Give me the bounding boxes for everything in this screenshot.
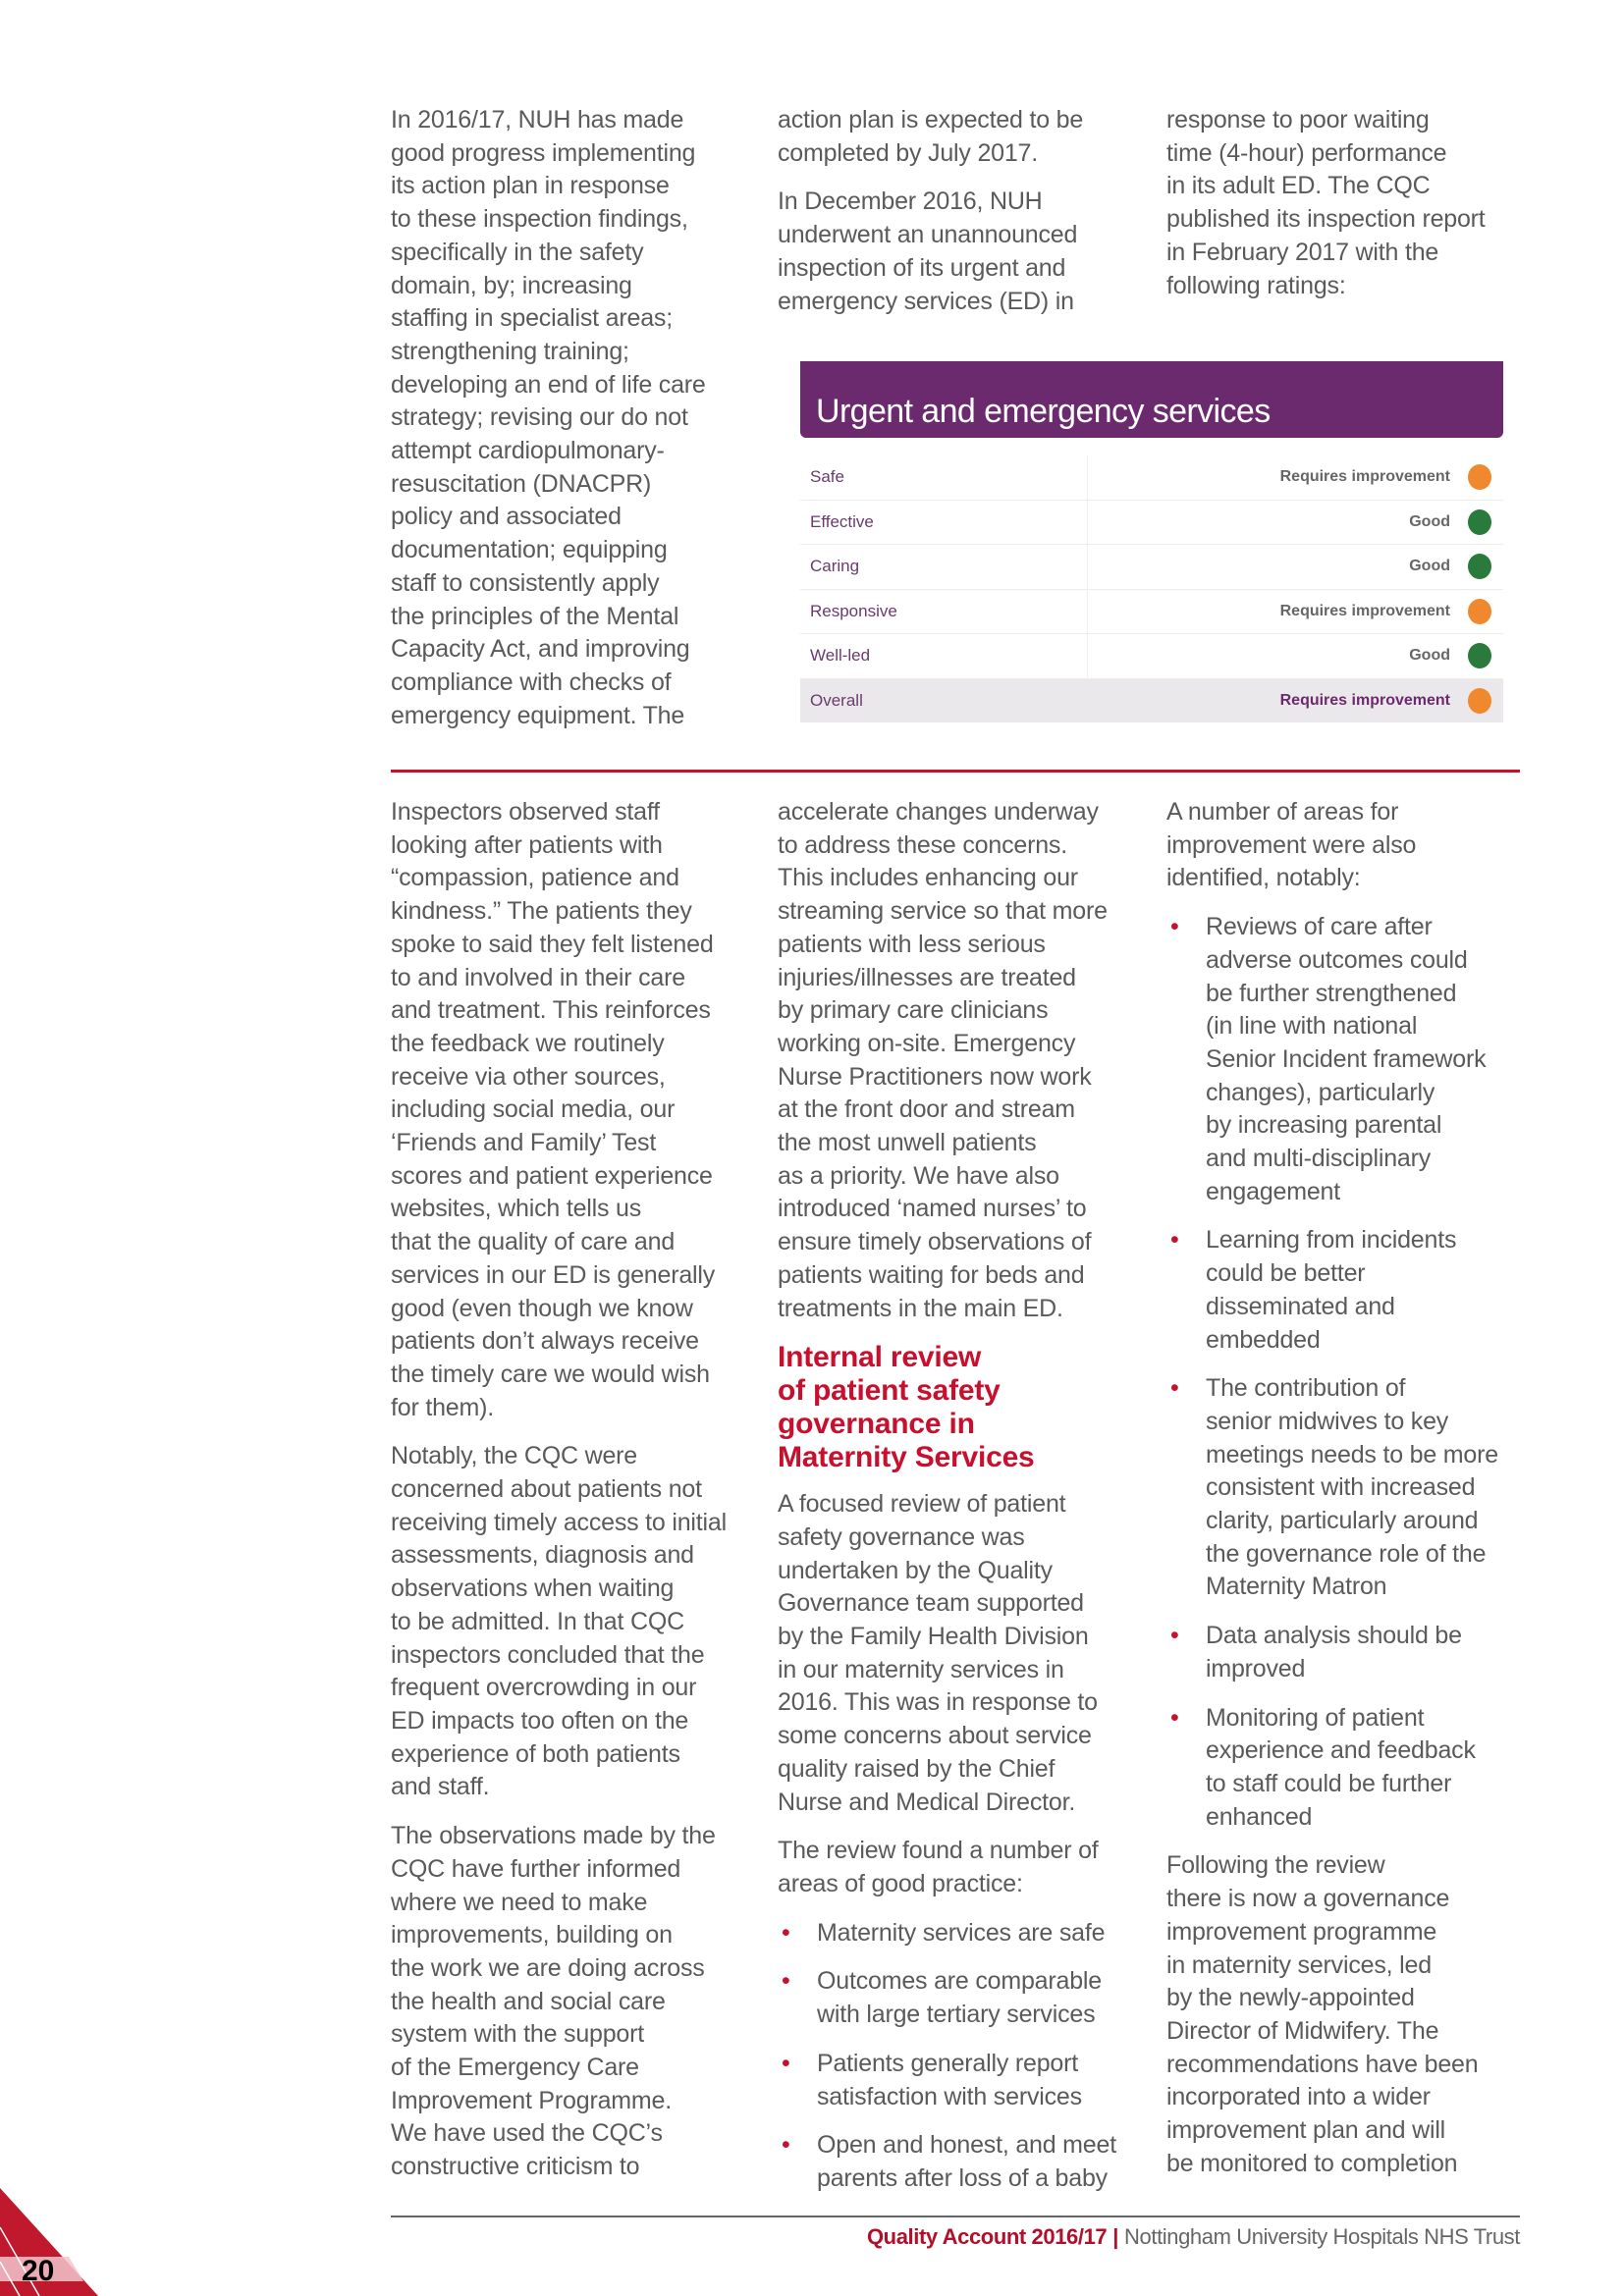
rating-status-dot-icon — [1468, 554, 1491, 579]
column-divider — [1087, 455, 1088, 500]
improvement-list — [1166, 911, 1530, 1834]
section-divider — [391, 770, 1520, 773]
list-item — [1166, 911, 1530, 1208]
rating-status-dot-icon — [1468, 643, 1491, 668]
rating-status-dot-icon — [1468, 464, 1491, 490]
rating-value: Requires improvement — [1279, 691, 1450, 709]
column-divider — [1087, 634, 1088, 678]
rating-status-dot-icon — [1468, 599, 1491, 624]
list-item-text: Patients generally report satisfaction with services — [817, 2049, 1082, 2110]
footer-divider — [391, 2216, 1520, 2217]
paragraph: response to poor waiting time (4-hour) performance in its adult ED. The CQC published its inspection report in February 2017 with the following ratings: — [1166, 106, 1486, 299]
top-column-1 — [391, 104, 749, 748]
rating-domain: Effective — [810, 511, 874, 531]
bottom-column-2 — [778, 796, 1136, 2212]
rating-value: Good — [1409, 647, 1450, 665]
rating-row — [800, 679, 1503, 723]
bottom-column-3 — [1166, 796, 1530, 2196]
rating-row — [800, 590, 1503, 635]
rating-status-dot-icon — [1468, 509, 1491, 535]
paragraph: The observations made by the CQC have further informed where we need to make improvements, building on the work we are doing across the health and social care system with the support of the Emergency Care Improvement Programme. We have used the CQC’s constructive criticism to — [391, 1822, 716, 2181]
rating-domain: Responsive — [810, 601, 897, 620]
bullet-icon: • — [782, 1967, 790, 1996]
rating-row — [800, 455, 1503, 501]
rating-value: Good — [1409, 512, 1450, 530]
column-divider — [1087, 545, 1088, 589]
list-item — [1166, 1702, 1530, 1835]
paragraph: Following the review there is now a governance improvement programme in maternity services, led by the newly-appointed Director of Midwifery. The recommendations have been incorporated into a wider improvement plan and will be monitored to completion — [1166, 1851, 1479, 2177]
list-item-text: Data analysis should be improved — [1206, 1622, 1462, 1682]
ratings-title: Urgent and emergency services — [800, 361, 1503, 438]
bullet-icon: • — [1170, 1622, 1179, 1650]
list-item — [778, 2048, 1136, 2113]
rating-value: Requires improvement — [1279, 468, 1450, 486]
paragraph: A number of areas for improvement were also identified, notably: — [1166, 798, 1417, 892]
list-item — [1166, 1224, 1530, 1357]
rating-domain: Overall — [810, 690, 863, 710]
bottom-column-1 — [391, 796, 749, 2200]
rating-domain: Caring — [810, 557, 860, 576]
list-item-text: Outcomes are comparable with large tertiary services — [817, 1967, 1102, 2029]
list-item — [1166, 1620, 1530, 1685]
ratings-table — [800, 455, 1503, 722]
list-item — [1166, 1372, 1530, 1604]
bullet-icon: • — [1170, 1374, 1179, 1403]
rating-row — [800, 545, 1503, 590]
section-heading: Internal review of patient safety governance in Maternity Services — [778, 1341, 1035, 1474]
paragraph: In December 2016, NUH underwent an unannounced inspection of its urgent and emergency services (ED) in — [778, 187, 1078, 315]
bullet-icon: • — [782, 1918, 790, 1947]
list-item-text: Reviews of care after adverse outcomes could be further strengthened (in line with national Senior Incident framework changes), particularly by increasing parental and multi-disciplinary engagement — [1206, 913, 1487, 1205]
top-column-3 — [1166, 104, 1530, 318]
rating-domain: Safe — [810, 467, 844, 487]
rating-domain: Well-led — [810, 646, 871, 666]
footer-separator: | — [1112, 2224, 1119, 2249]
column-divider — [1087, 501, 1088, 545]
footer-brand: Quality Account 2016/17 — [866, 2224, 1108, 2249]
column-divider — [1087, 590, 1088, 634]
footer-org: Nottingham University Hospitals NHS Trust — [1124, 2224, 1520, 2249]
footer — [867, 2224, 1520, 2250]
list-item — [778, 1965, 1136, 2031]
list-item — [778, 1917, 1136, 1950]
paragraph: A focused review of patient safety governance was undertaken by the Quality Governance team supported by the Family Health Division in our maternity services in 2016. This was in response to some concerns about service quality raised by the Chief Nurse and Medical Director. — [778, 1490, 1098, 1816]
list-item — [778, 2129, 1136, 2195]
paragraph: In 2016/17, NUH has made good progress implementing its action plan in response to these inspection findings, specifically in the safety domain, by; increasing staffing in specialist areas; strengthening training; developing an end of life care strategy; revising our do not attempt cardiopulmonary- resuscitation (DNACPR) policy and associated documentation; equipping staff to consistently apply the principles of the Mental Capacity Act, and improving compliance with checks of emergency equipment. The — [391, 106, 706, 729]
paragraph: action plan is expected to be completed by July 2017. — [778, 106, 1084, 167]
bullet-icon: • — [1170, 1703, 1179, 1732]
paragraph: Notably, the CQC were concerned about patients not receiving timely access to initial assessments, diagnosis and observations when waiting to be admitted. In that CQC inspectors concluded that the frequent overcrowding in our ED impacts too often on the experience of both patients and staff. — [391, 1442, 727, 1801]
bullet-icon: • — [782, 2131, 790, 2160]
paragraph: Inspectors observed staff looking after patients with “compassion, patience and kindness.” The patients they spoke to said they felt listened to and involved in their care and treatment. This reinforces the feedback we routinely receive via other sources, including social media, our ‘Friends and Family’ Test scores and patient experience websites, which tells us that the quality of care and services in our ED is generally good (even though we know patients don’t always receive the timely care we would wish for them). — [391, 798, 716, 1421]
list-item-text: The contribution of senior midwives to key meetings needs to be more consistent with increased clarity, particularly around the governance role of the Maternity Matron — [1206, 1374, 1498, 1601]
good-practice-list — [778, 1917, 1136, 2196]
ratings-card — [800, 361, 1503, 722]
rating-value: Requires improvement — [1279, 602, 1450, 619]
bullet-icon: • — [1170, 913, 1179, 941]
list-item-text: Maternity services are safe — [817, 1918, 1106, 1947]
rating-row — [800, 501, 1503, 546]
page-number: 20 — [22, 2255, 55, 2287]
rating-row — [800, 634, 1503, 679]
list-item-text: Learning from incidents could be better disseminated and embedded — [1206, 1226, 1457, 1354]
paragraph: The review found a number of areas of good practice: — [778, 1837, 1099, 1897]
bullet-icon: • — [1170, 1226, 1179, 1255]
rating-status-dot-icon — [1468, 688, 1491, 714]
bullet-icon: • — [782, 2049, 790, 2077]
paragraph: accelerate changes underway to address these concerns. This includes enhancing our streaming service so that more patients with less serious injuries/illnesses are treated by primary care clinicians working on-site. Emergency Nurse Practitioners now work at the front door and stream the most unwell patients as a priority. We have also introduced ‘named nurses’ to ensure timely observations of patients waiting for beds and treatments in the main ED. — [778, 798, 1108, 1322]
top-column-2 — [778, 104, 1136, 334]
list-item-text: Open and honest, and meet parents after loss of a baby — [817, 2131, 1116, 2192]
rating-value: Good — [1409, 558, 1450, 575]
list-item-text: Monitoring of patient experience and feedback to staff could be further enhanced — [1206, 1703, 1476, 1831]
